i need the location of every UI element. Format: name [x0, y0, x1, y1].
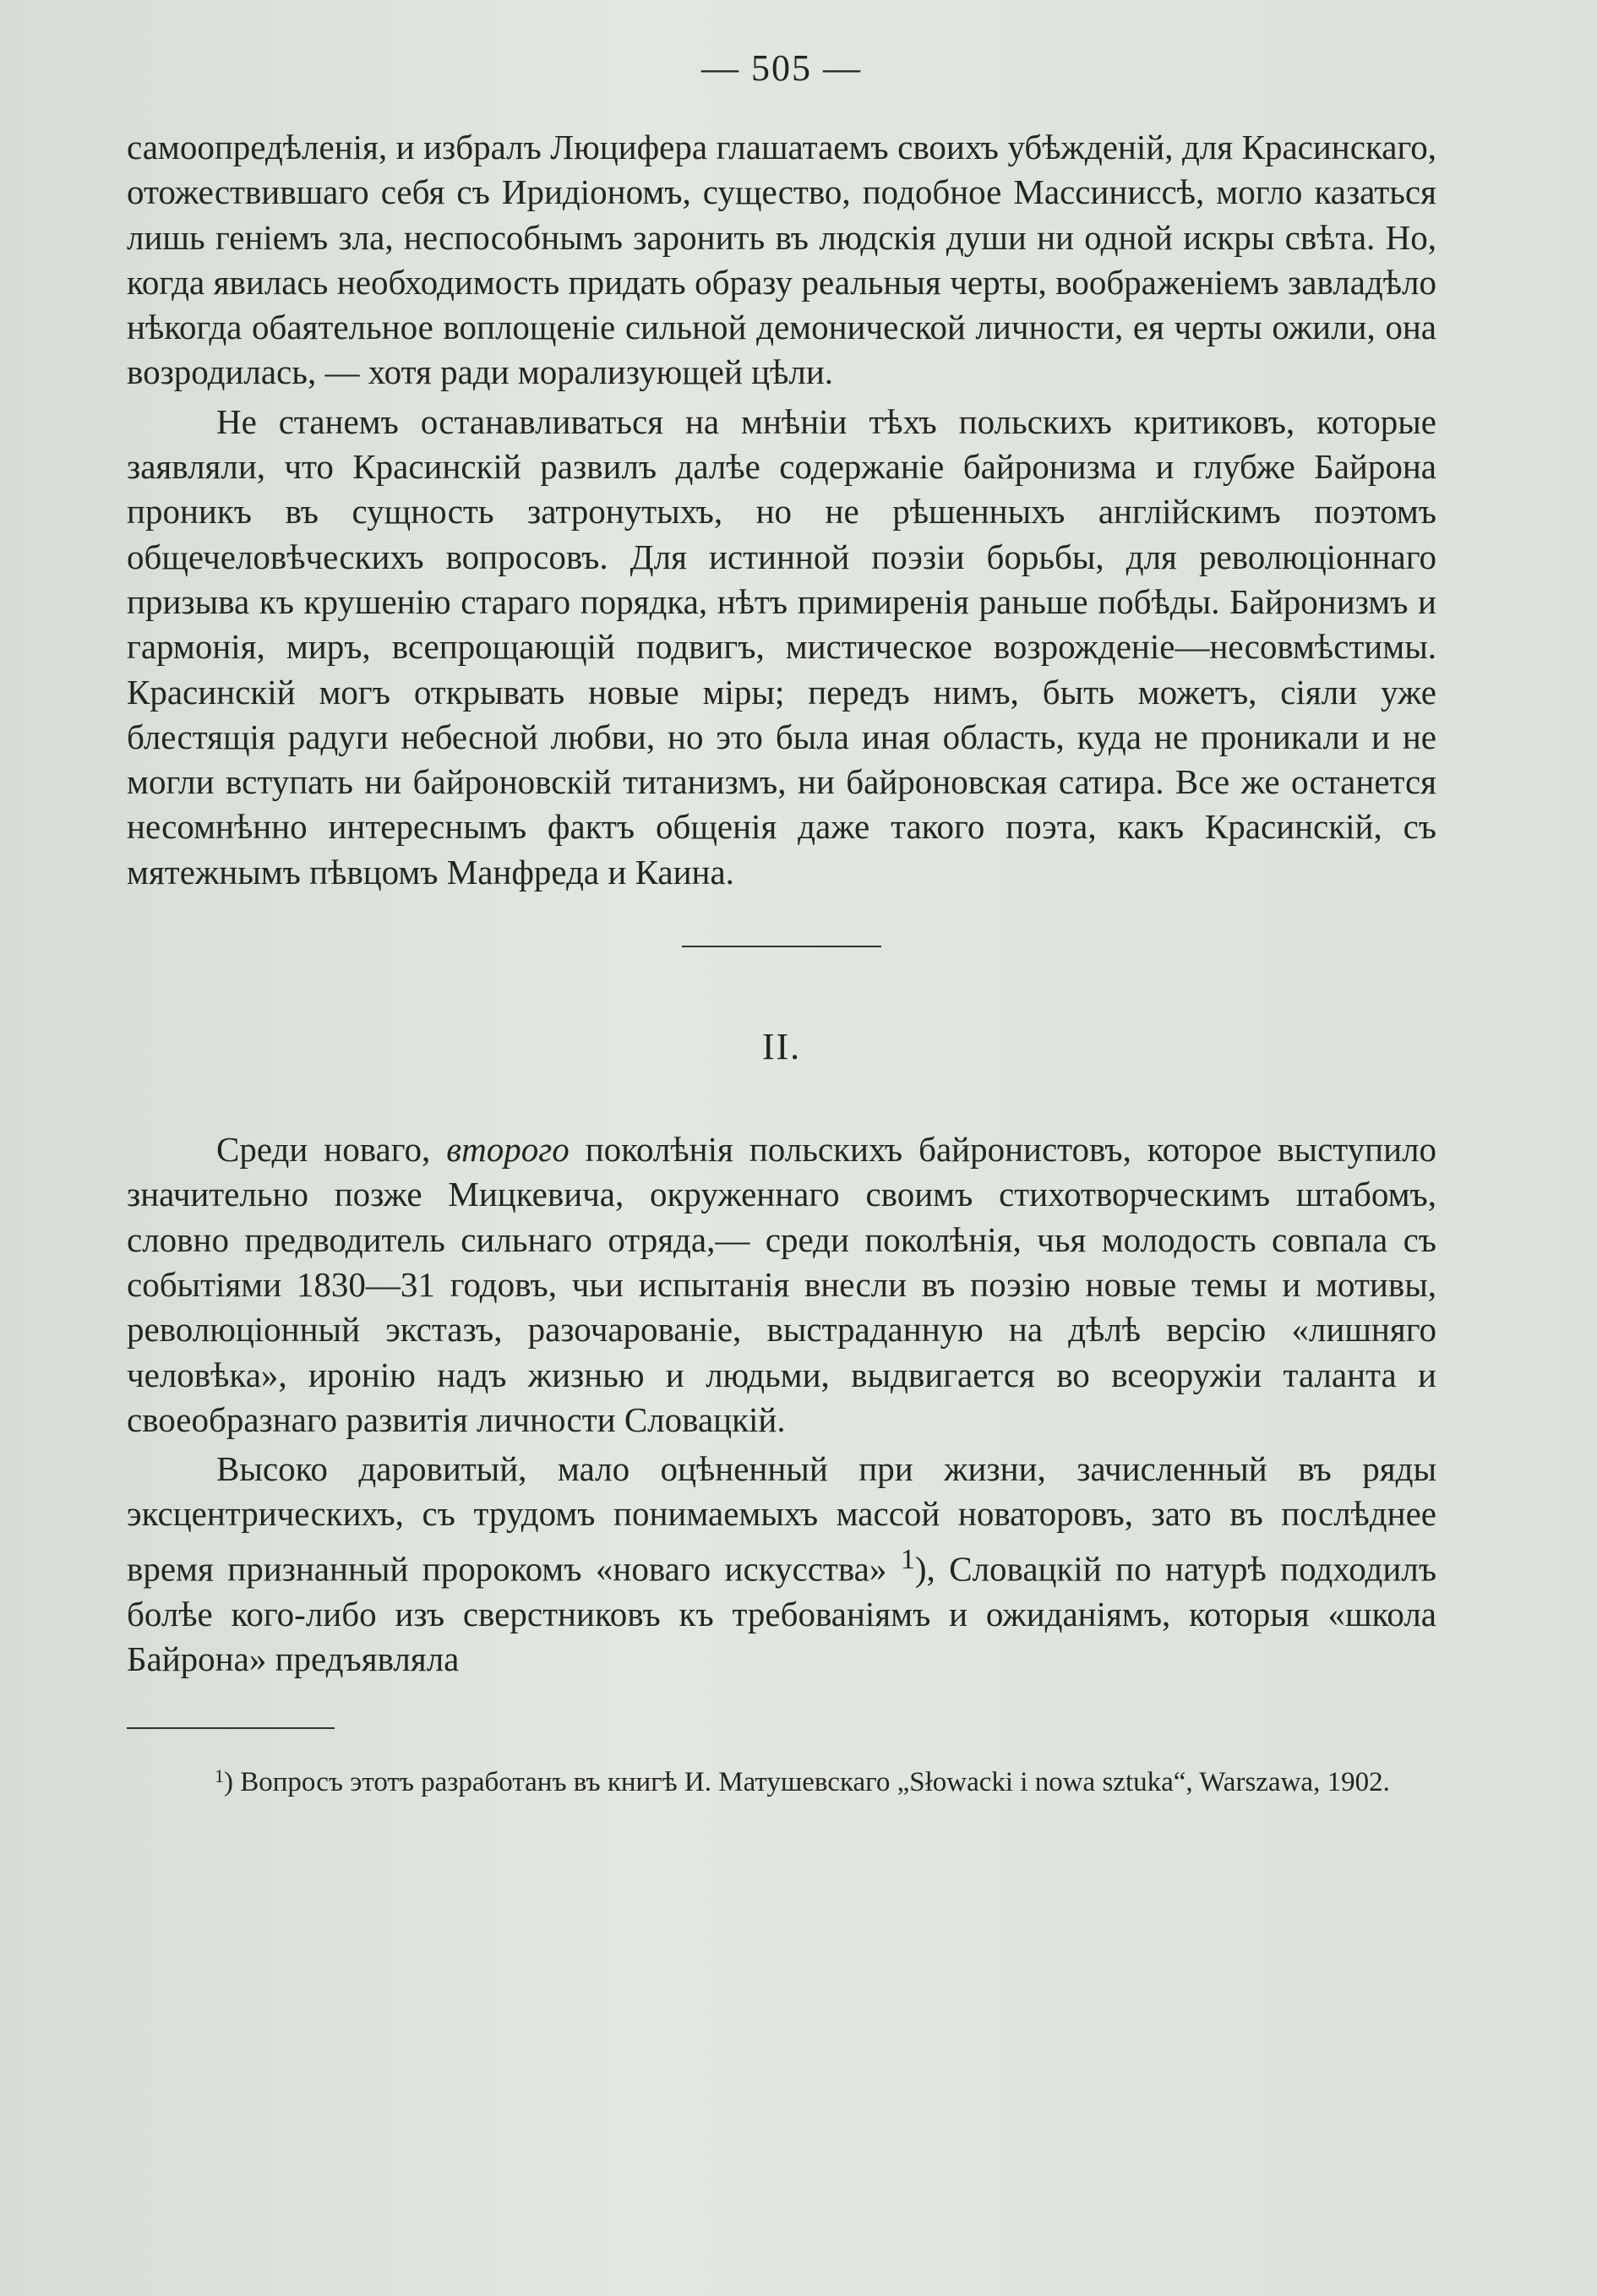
paragraph-second-generation: [127, 1127, 1436, 1442]
footnote-divider: [127, 1727, 335, 1729]
paragraph-lead: Среди новаго,: [216, 1130, 447, 1170]
section-heading: II.: [761, 1026, 802, 1068]
paragraph-text: Высоко даровитый, мало оцѣненный при жизни, зачисленный въ ряды эксцентрическихъ, съ трудомъ понимаемыхъ массой новаторовъ, зато въ послѣднее время признанный пророкомъ «новаго искусства»: [127, 1449, 1436, 1589]
page-number: — 505 —: [701, 47, 862, 89]
footnote-reference: 1: [900, 1543, 915, 1575]
paragraph-critics: Не станемъ останавливаться на мнѣніи тѣхъ польскихъ критиковъ, которые заявляли, что Красинскій развилъ далѣе содержаніе байронизма и глубже Байрона проникъ въ сущность затронутыхъ, но не рѣшенныхъ англійскимъ поэтомъ общечеловѣческихъ вопросовъ. Для истинной поэзіи борьбы, для революціоннаго призыва къ крушенію стараго порядка, нѣтъ примиренія раньше побѣды. Байронизмъ и гармонія, миръ, всепрощающій подвигъ, мистическое возрожденіе—несовмѣстимы. Красинскій могъ открывать новые міры; передъ нимъ, быть можетъ, сіяли уже блестящія радуги небесной любви, но это была иная область, куда не проникали и не могли вступать ни байроновскій титанизмъ, ни байроновская сатира. Все же останется несомнѣнно интереснымъ фактъ общенія даже такого поэта, какъ Красинскій, съ мятежнымъ пѣвцомъ Манфреда и Каина.: [127, 401, 1436, 892]
paragraph-slowacki: [127, 1447, 1436, 1682]
footnote-marker: 1: [215, 1765, 224, 1787]
footnote: [127, 1754, 1436, 1804]
section-body: [127, 1127, 1436, 1682]
paragraph-text-continued: ), Словацкій по натурѣ подходилъ болѣе кого-либо изъ сверстниковъ къ требованіямъ и ожиданіямъ, которыя «школа Байрона» предъявляла: [127, 1549, 1437, 1678]
paragraph-rest: поколѣнія польскихъ байронистовъ, которое выступило значительно позже Мицкевича, окруженнаго своимъ стихотворческимъ штабомъ, словно предводитель сильнаго отряда,— среди поколѣнія, чья молодость совпала съ событіями 1830—31 годовъ, чьи испытанія внесли въ поэзію новые темы и мотивы, революціонный экстазъ, разочарованіе, выстраданную на дѣлѣ версію «лишняго человѣка», иронію надъ жизнью и людьми, выдвигается во всеоружіи таланта и своеобразнаго развитія личности Словацкій.: [127, 1130, 1436, 1439]
footnote-text: ) Вопросъ этотъ разработанъ въ книгѣ И. Матушевскаго „Słowacki i nowa sztuka“, Warszawa, 1902.: [224, 1767, 1390, 1798]
paragraph-continued: самоопредѣленія, и избралъ Люцифера глашатаемъ своихъ убѣжденій, для Красинскаго, отожествившаго себя съ Иридіономъ, существо, подобное Массиниссѣ, могло казаться лишь геніемъ зла, неспособнымъ заронить въ людскія души ни одной искры свѣта. Но, когда явилась необходимость придать образу реальныя черты, воображеніемъ завладѣло нѣкогда обаятельное воплощеніе сильной демонической личности, ея черты ожили, она возродилась, — хотя ради морализующей цѣли.: [127, 128, 1436, 392]
section-divider: [682, 946, 881, 947]
emphasis-word: второго: [446, 1130, 570, 1170]
